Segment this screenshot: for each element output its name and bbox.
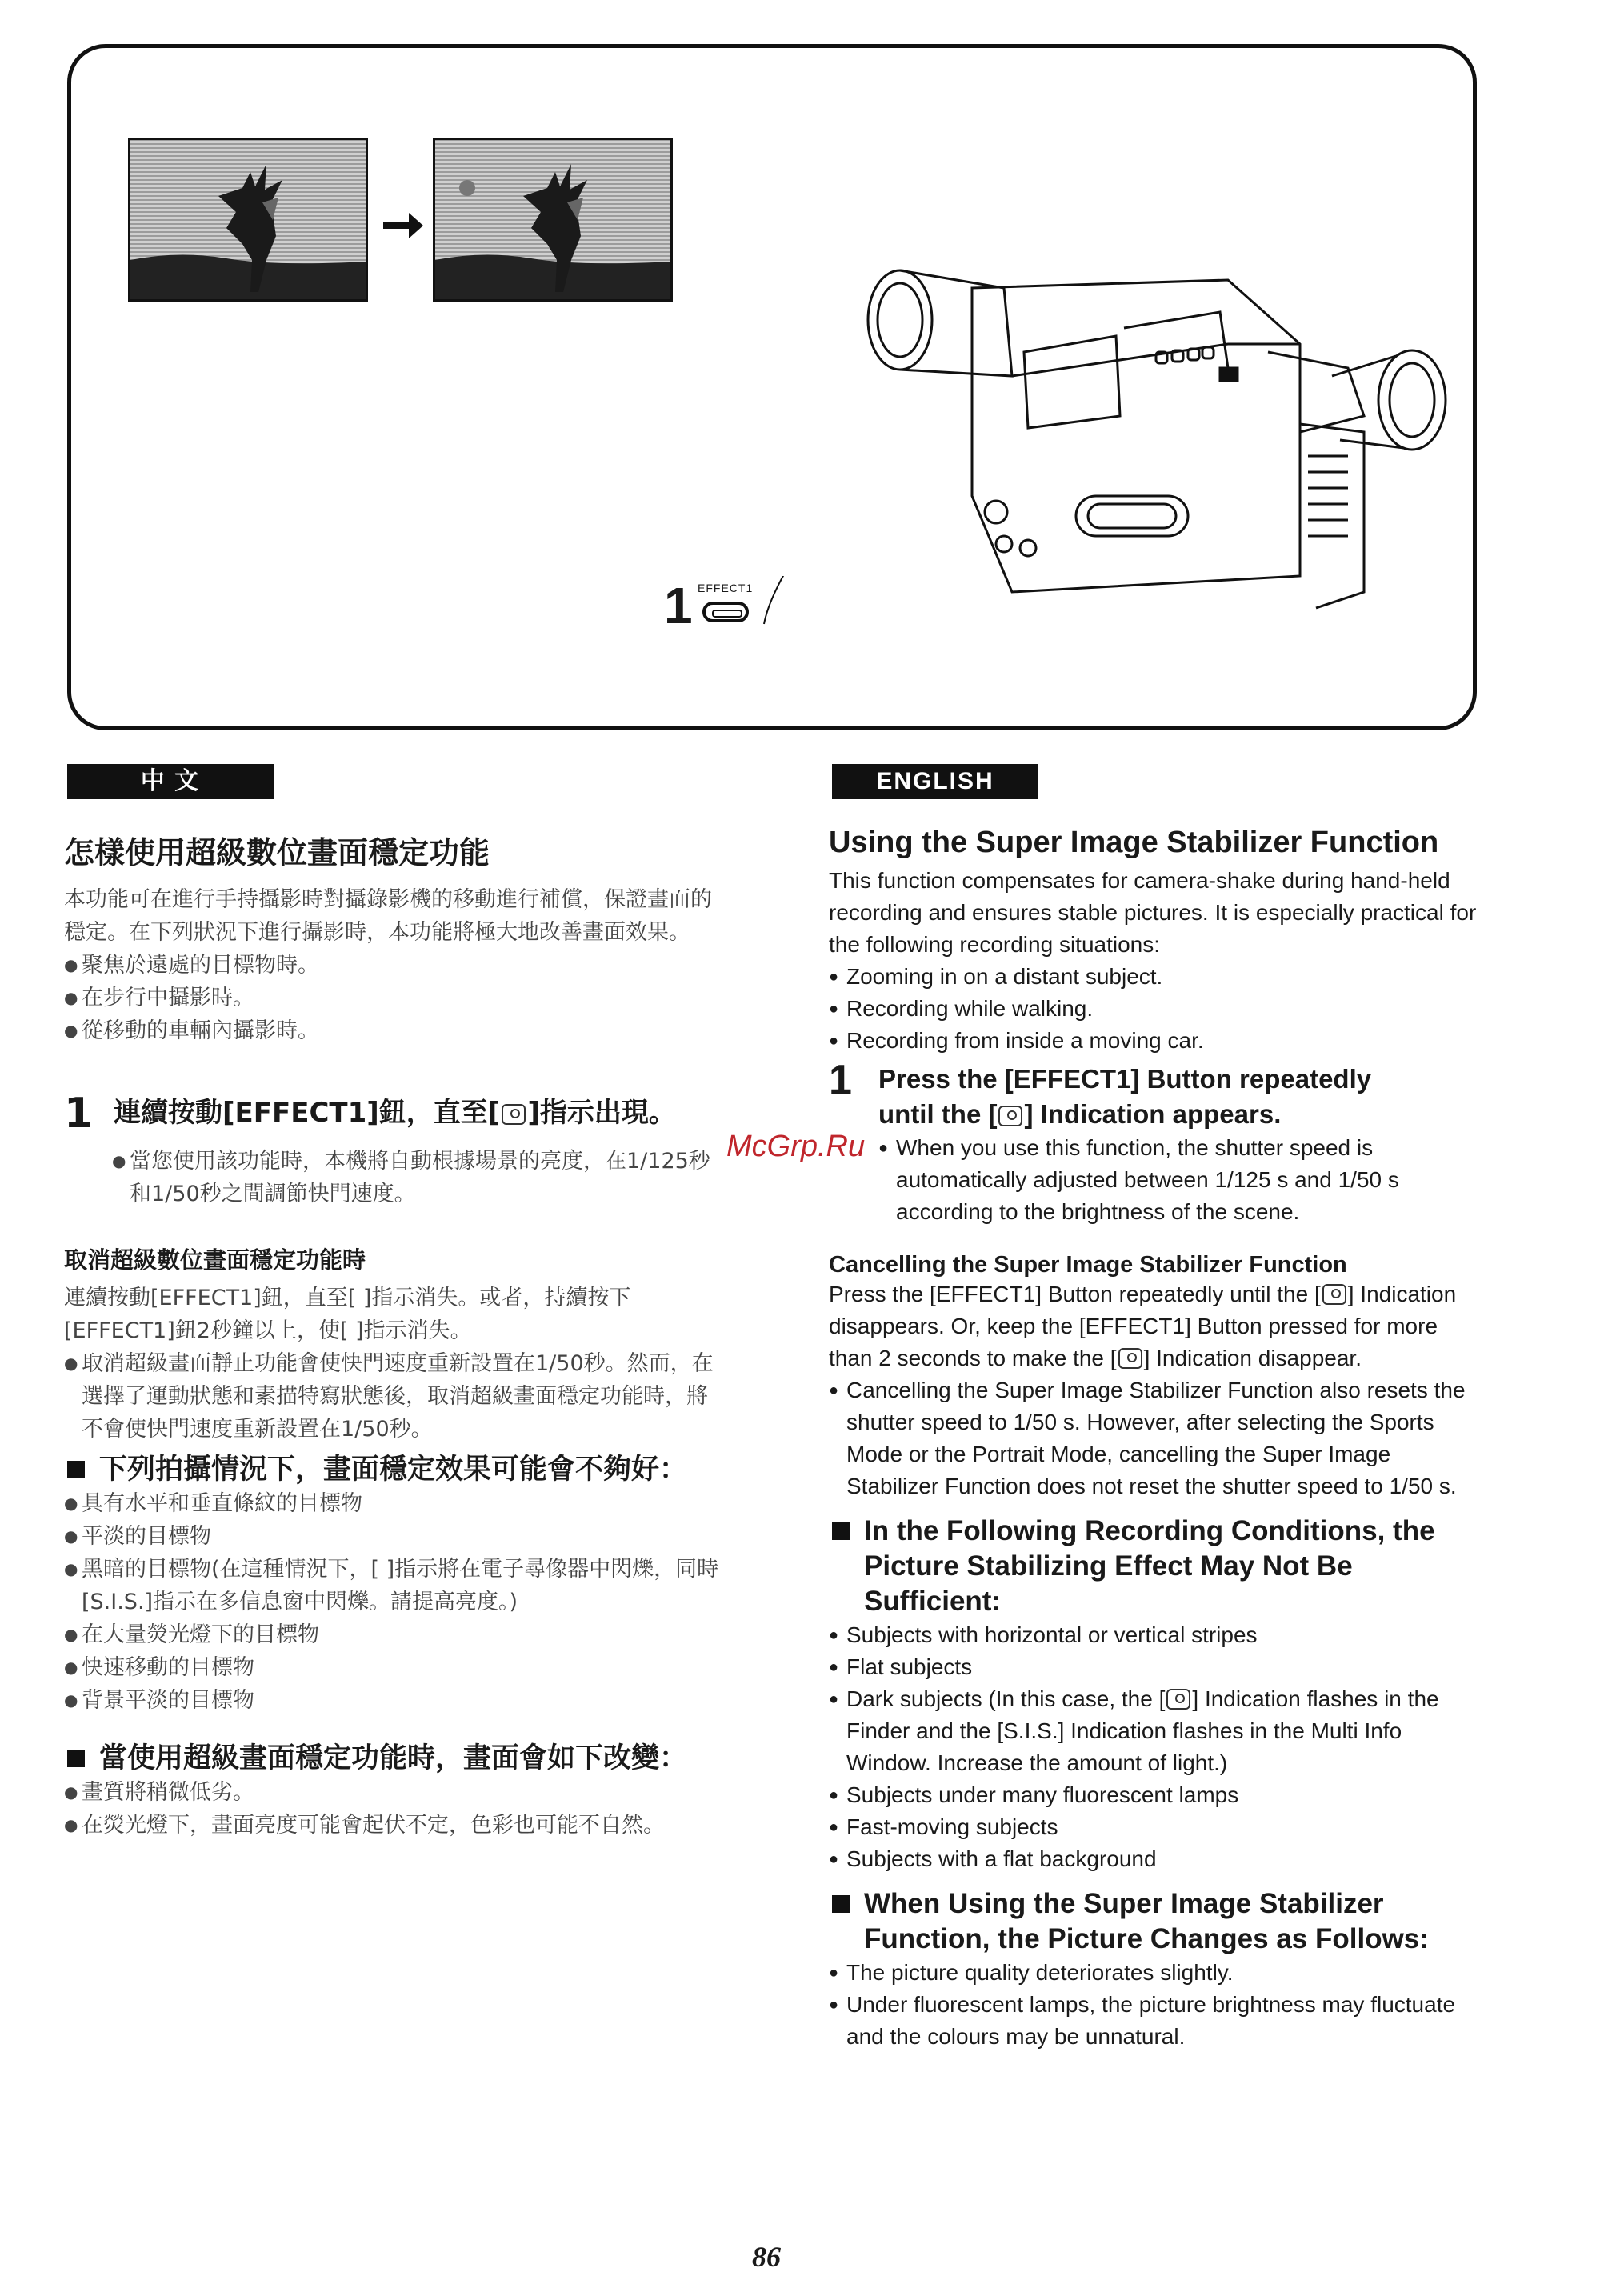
list-item: ● 從移動的車輛內攝影時。: [64, 1014, 720, 1047]
list-item: ● 在步行中攝影時。: [64, 982, 720, 1014]
en-change-heading: [829, 1886, 1485, 1957]
en-change-bullets: [829, 1957, 1485, 2053]
list-item: ● Under fluorescent lamps, the picture brightness may fluctuate and the colours may be unnatural.: [829, 1989, 1485, 2053]
list-item: ● 取消超級畫面靜止功能會使快門速度重新設置在1/50秒。然而，在選擇了運動狀態和素描特寫狀態後，取消超級畫面穩定功能時，將不會使快門速度重新設置在1/50秒。: [64, 1347, 720, 1446]
zh-title: 怎樣使用超級數位畫面穩定功能: [64, 835, 490, 870]
stabilizer-icon: [502, 1104, 526, 1125]
camcorder-icon: [852, 256, 1460, 656]
zh-bullets: [64, 949, 720, 1047]
zh-change-heading: [64, 1741, 720, 1776]
zh-change-title: 當使用超級畫面穩定功能時，畫面會如下改變：: [99, 1742, 688, 1774]
list-item: ● Cancelling the Super Image Stabilizer Function also resets the shutter speed to 1/50 s. However, after selecting the Sports Mode or the Portrait Mode, cancelling the Super Image Stabilizer Function does not reset the shutter speed to 1/50 s.: [829, 1374, 1485, 1502]
en-cond-title: In the Following Recording Conditions, the Picture Stabilizing Effect May Not Be Sufficient:: [864, 1515, 1435, 1617]
stabilizer-icon: [998, 1106, 1022, 1126]
zh-change-bullets: [64, 1776, 720, 1842]
list-item: ● Recording while walking.: [829, 993, 1485, 1025]
en-column: [829, 826, 1485, 2053]
list-item: ● Subjects under many fluorescent lamps: [829, 1779, 1485, 1811]
en-dark-part-b: ] Indication flashes in the Finder and the [S.I.S.] Indication flashes in the Multi Info Window. Increase the amount of light.): [846, 1686, 1439, 1775]
list-item: ● 快速移動的目標物: [64, 1651, 720, 1684]
list-item: ● Fast-moving subjects: [829, 1811, 1485, 1843]
en-cancel-bullets: [829, 1374, 1485, 1502]
list-item: ● 黑暗的目標物(在這種情況下，[ ]指示將在電子尋像器中閃爍，同時[S.I.S.]指示在多信息窗中閃爍。請提高亮度。): [64, 1553, 720, 1618]
list-item: ● When you use this function, the shutter speed is automatically adjusted between 1/125 s and 1/50 s according to the brightness of the scene.: [878, 1132, 1485, 1228]
watermark-text: McGrp.Ru: [726, 1130, 866, 1163]
en-step-1-line2b: ] Indication appears.: [1024, 1099, 1282, 1129]
en-cancel-title: Cancelling the Super Image Stabilizer Function: [829, 1252, 1347, 1278]
zh-step-1: 1 連續按動[EFFECT1]鈕，直至[ ]指示出現。: [64, 1090, 676, 1138]
zh-cond-bullets: [64, 1487, 720, 1717]
list-item: ● 當您使用該功能時，本機將自動根據場景的亮度，在1/125秒和1/50秒之間調節快門速度。: [112, 1145, 720, 1210]
list-item: [829, 1683, 1485, 1779]
lang-label-en: ENGLISH: [832, 764, 1038, 799]
list-item: ● Zooming in on a distant subject.: [829, 961, 1485, 993]
list-item: ● 平淡的目標物: [64, 1520, 720, 1553]
en-change-title: When Using the Super Image Stabilizer Function, the Picture Changes as Follows:: [864, 1888, 1429, 1954]
page-number: 86: [752, 2241, 781, 2273]
list-item: ● Subjects with horizontal or vertical stripes: [829, 1619, 1485, 1651]
zh-column: [64, 828, 720, 1842]
en-dark-part-a: Dark subjects (In this case, the [: [846, 1686, 1166, 1711]
list-item: ● 在熒光燈下，畫面亮度可能會起伏不定，色彩也可能不自然。: [64, 1809, 720, 1842]
list-item: ● 在大量熒光燈下的目標物: [64, 1618, 720, 1651]
zh-step-1-tail: ]指示出現。: [527, 1097, 676, 1129]
image-before-icon: [128, 138, 368, 302]
figure-button-label: EFFECT1: [698, 582, 754, 594]
zh-cancel-title: 取消超級數位畫面穩定功能時: [64, 1246, 366, 1274]
list-item: ● 背景平淡的目標物: [64, 1684, 720, 1717]
en-cancel-part-a: Press the [EFFECT1] Button repeatedly until the [: [829, 1282, 1321, 1306]
en-step-1-line1: Press the [EFFECT1] Button repeatedly: [878, 1064, 1372, 1094]
en-step-note: [878, 1132, 1485, 1228]
en-step-1: 1 Press the [EFFECT1] Button repeatedly until the [ ] Indication appears.: [829, 1057, 1372, 1129]
effect1-button-icon: [702, 602, 749, 622]
stabilizer-icon: [1118, 1348, 1142, 1369]
list-item: ● 畫質將稍微低劣。: [64, 1776, 720, 1809]
list-item: ● Recording from inside a moving car.: [829, 1025, 1485, 1057]
zh-step-1-text: 連續按動[EFFECT1]鈕，直至[: [114, 1097, 501, 1129]
list-item: ● Subjects with a flat background: [829, 1843, 1485, 1875]
list-item: ● The picture quality deteriorates slightly.: [829, 1957, 1485, 1989]
stabilizer-icon: [1322, 1284, 1346, 1305]
list-item: ● 具有水平和垂直條紋的目標物: [64, 1487, 720, 1520]
zh-intro: 本功能可在進行手持攝影時對攝錄影機的移動進行補償，保證畫面的穩定。在下列狀況下進行攝影時，本功能將極大地改善畫面效果。: [64, 887, 712, 945]
en-intro: This function compensates for camera-shake during hand-held recording and ensures stable pictures. It is especially practical for the following recording situations:: [829, 868, 1477, 957]
en-cancel-part-c: ] Indication disappear.: [1143, 1346, 1362, 1370]
list-item: ● 聚焦於遠處的目標物時。: [64, 949, 720, 982]
figure-step-number: 1: [664, 577, 693, 634]
en-title: Using the Super Image Stabilizer Function: [829, 826, 1439, 859]
zh-cancel-bullets: [64, 1347, 720, 1446]
zh-cond-title: 下列拍攝情況下，畫面穩定效果可能會不夠好：: [99, 1454, 688, 1486]
lang-label-zh: 中 文: [67, 764, 274, 799]
list-item: ● Flat subjects: [829, 1651, 1485, 1683]
image-after-icon: [433, 138, 673, 302]
stabilizer-icon: [1166, 1689, 1190, 1710]
en-bullets: [829, 961, 1485, 1057]
right-arrow-icon: [382, 210, 425, 242]
zh-step-note: [112, 1145, 720, 1210]
en-cancel-part-b: ] Indication disappears. Or, keep the [EFFECT1] Button pressed for more than 2 seconds to make the [: [829, 1282, 1457, 1370]
en-cancel-text: [829, 1278, 1485, 1374]
zh-cancel-text: 連續按動[EFFECT1]鈕，直至[ ]指示消失。或者，持續按下[EFFECT1]鈕2秒鐘以上，使[ ]指示消失。: [64, 1286, 631, 1343]
zh-cond-heading: [64, 1452, 720, 1487]
en-step-1-line2a: until the [: [878, 1099, 998, 1129]
en-cond-bullets: [829, 1619, 1485, 1875]
en-cond-heading: [829, 1514, 1485, 1619]
